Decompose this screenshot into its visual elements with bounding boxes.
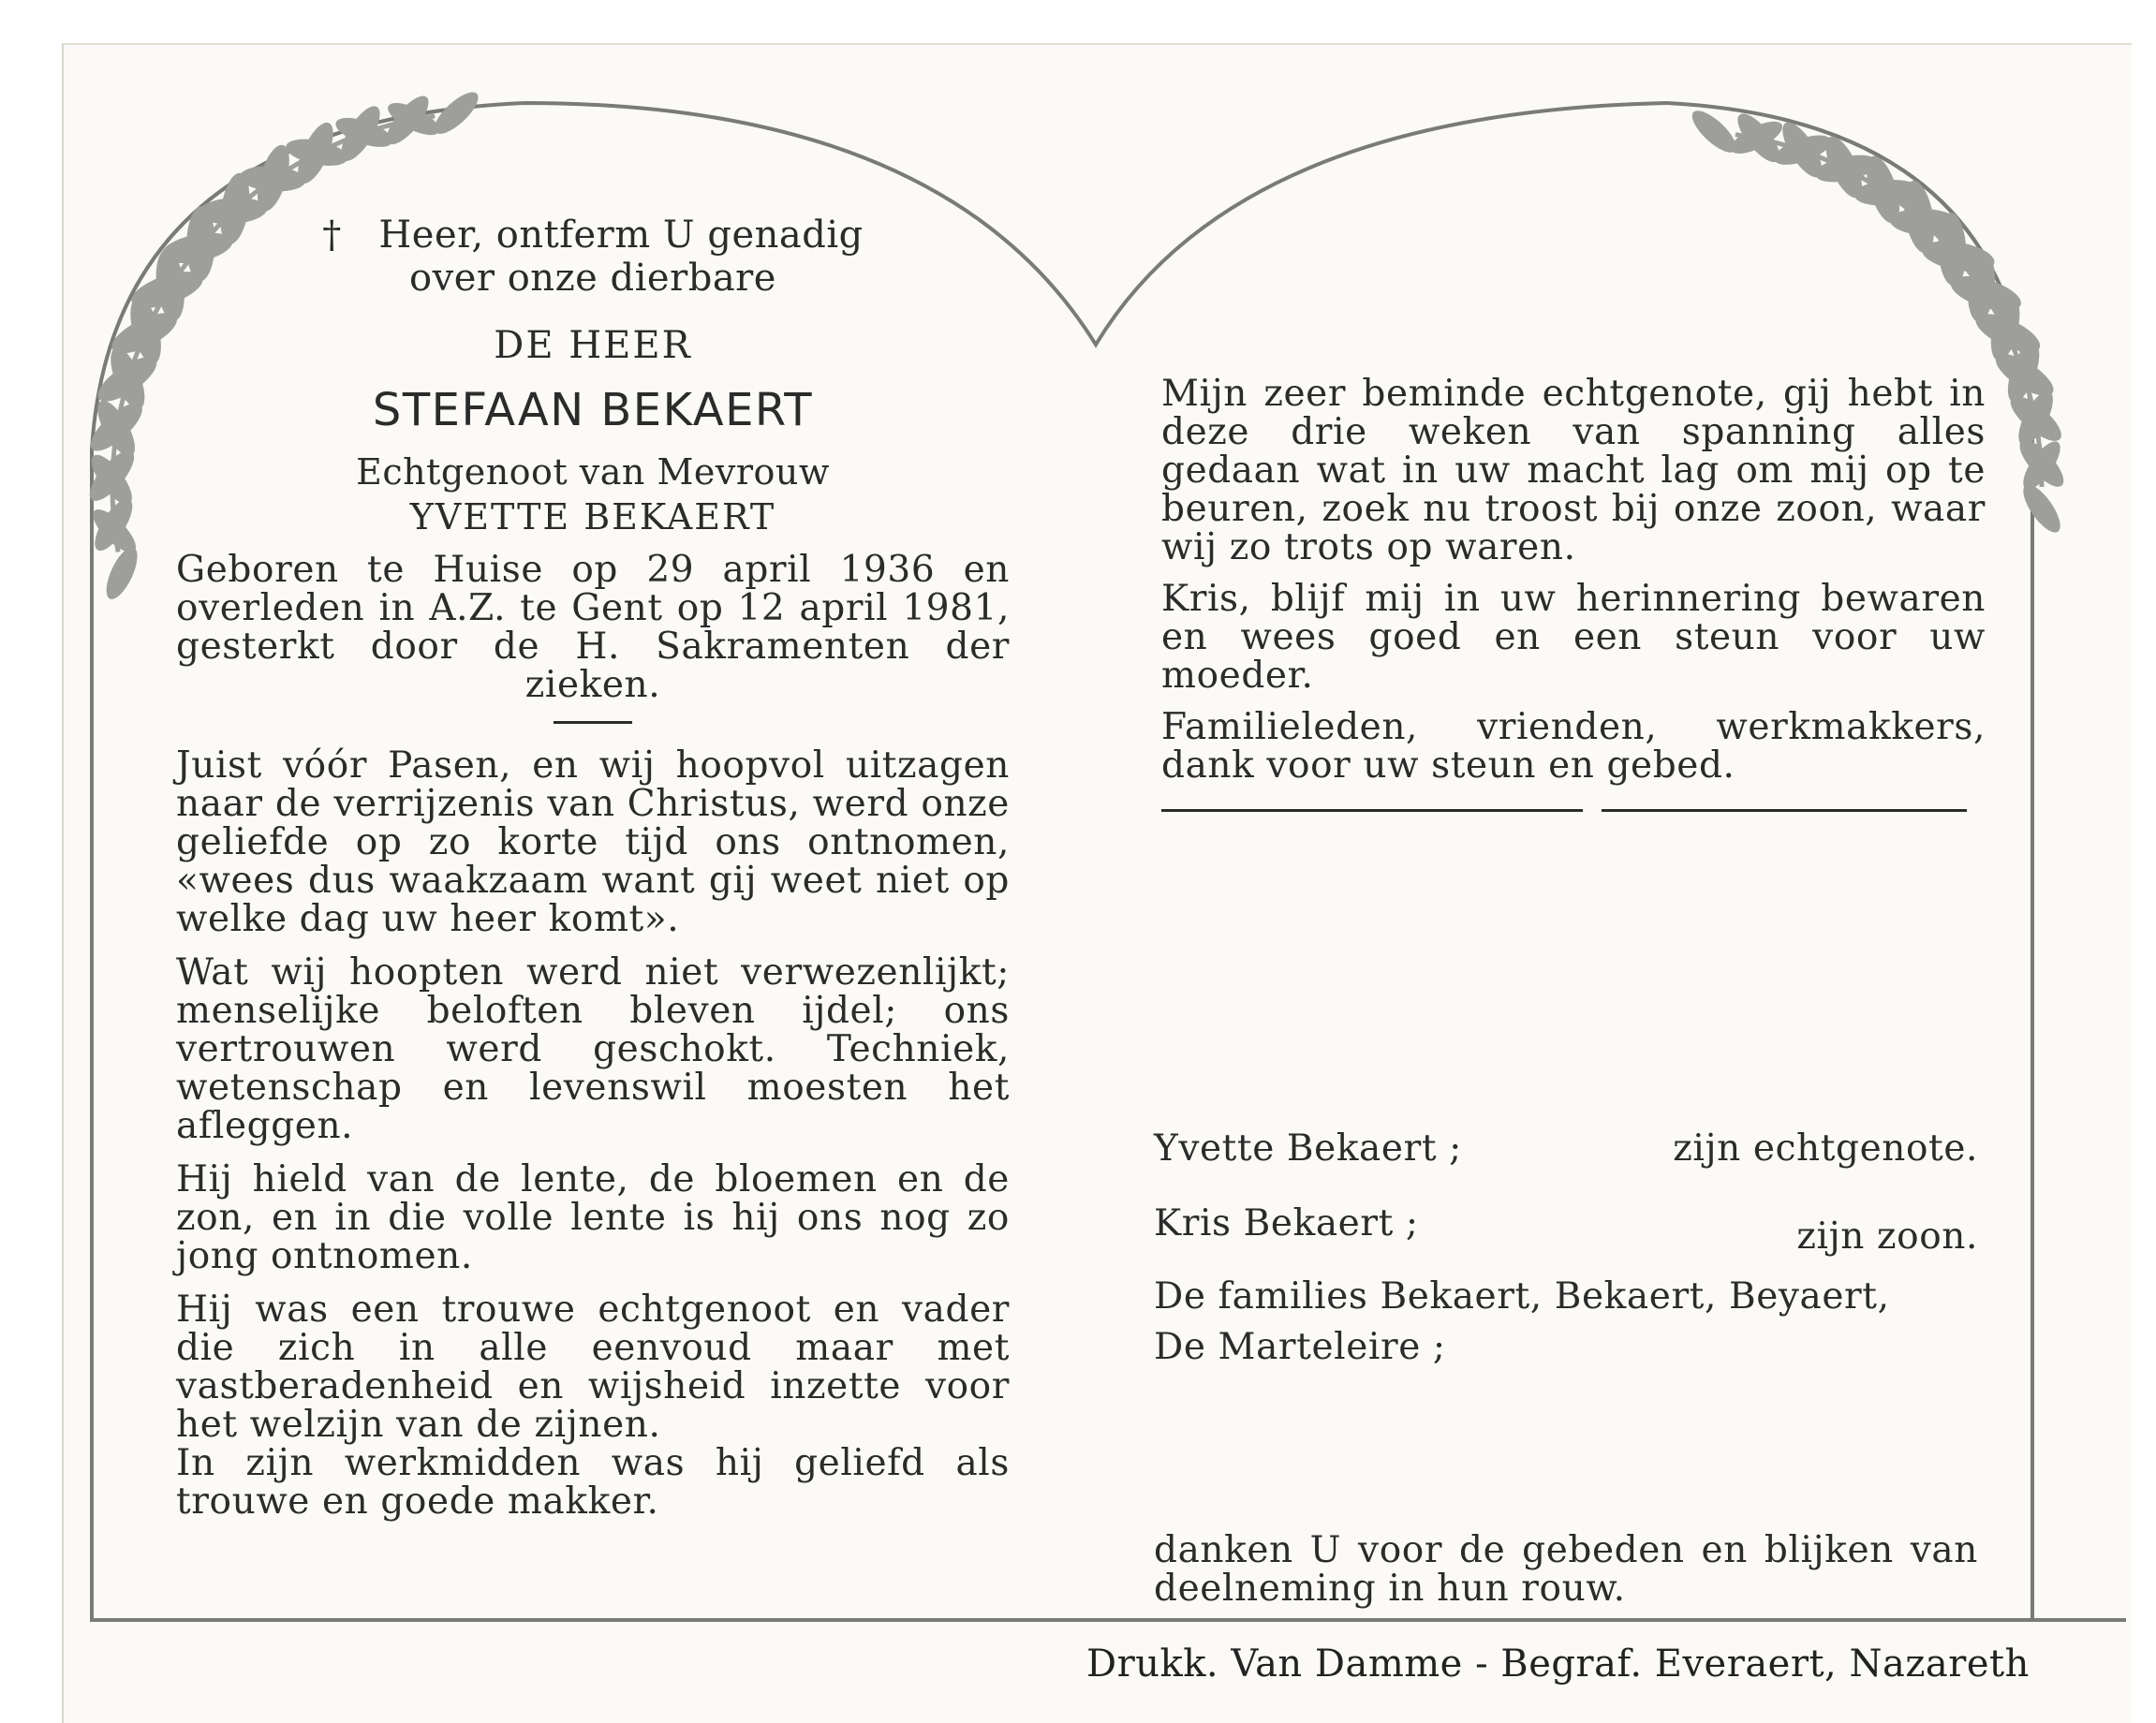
spouse-intro: Echtgenoot van Mevrouw (356, 451, 830, 493)
divider (554, 721, 632, 724)
double-divider (1161, 809, 1986, 813)
message-paragraph: Kris, blijf mij in uw herinnering bewaren en wees goed en een steun voor uw moeder. (1161, 578, 1986, 697)
deceased-name: STEFAAN BEKAERT (372, 384, 814, 436)
prayer (176, 214, 1010, 300)
family-name: Kris Bekaert ; (1154, 1202, 1419, 1244)
family-name: De Marteleire ; (1154, 1326, 1446, 1368)
message-paragraph: Familieleden, vrienden, werkmakkers, dank voor uw steun en gebed. (1161, 706, 1986, 787)
family-row (1154, 1127, 1978, 1170)
printer-credit: Drukk. Van Damme - Begraf. Everaert, Nazareth (1086, 1642, 2030, 1686)
paragraph: Hij was een trouwe echtgenoot en vader die zich in alle eenvoud maar met vastberadenheid en wijsheid inzette voor het welzijn van de zijnen. (176, 1289, 1010, 1446)
paragraph: Juist vóór Pasen, en wij hoopvol uitzagen naar de verrijzenis van Christus, werd onze geliefde op zo korte tijd ons ontnomen, «wees dus waakzaam want gij weet niet op welke dag uw heer komt». (176, 744, 1010, 940)
family-row (1154, 1202, 1978, 1258)
prayer-line-1: Heer, ontferm U genadig (378, 214, 864, 257)
family-name: De families Bekaert, Bekaert, Beyaert, (1154, 1275, 1890, 1318)
prayer-line-2: over onze dierbare (409, 257, 776, 300)
title: DE HEER (494, 324, 692, 367)
birth-death: Geboren te Huise op 29 april 1936 en overleden in A.Z. te Gent op 12 april 1981, gesterkt door de H. Sakramenten der zieken. (176, 549, 1010, 706)
cross-icon: † (322, 214, 342, 257)
paragraph: Hij hield van de lente, de bloemen en de zon, en in die volle lente is hij ons nog zo jong ontnomen. (176, 1158, 1010, 1277)
thanks-text: danken U voor de gebeden en blijken van deelneming in hun rouw. (1154, 1529, 1978, 1610)
paragraph: In zijn werkmidden was hij geliefd als trouwe en goede makker. (176, 1442, 1010, 1523)
spouse-name: YVETTE BEKAERT (409, 496, 776, 538)
paragraph: Wat wij hoopten werd niet verwezenlijkt; menselijke beloften bleven ijdel; ons vertrouwen werd geschokt. Techniek, wetenschap en levenswil moesten het afleggen. (176, 951, 1010, 1147)
family-name: Yvette Bekaert ; (1154, 1127, 1462, 1170)
message-paragraph: Mijn zeer beminde echtgenote, gij hebt in deze drie weken van spanning alles gedaan wat in uw macht lag om mij op te beuren, zoek nu troost bij onze zoon, waar wij zo trots op waren. (1161, 373, 1986, 568)
family-row (1154, 1275, 1978, 1318)
family-relation: zijn echtgenote. (1673, 1127, 1978, 1170)
family-relation: zijn zoon. (1796, 1215, 1978, 1258)
laurel-leaf (100, 543, 143, 603)
laurel-leaf (2016, 479, 2066, 538)
right-panel (1161, 375, 1986, 813)
left-panel (176, 214, 1010, 1521)
family-row (1154, 1326, 1978, 1368)
